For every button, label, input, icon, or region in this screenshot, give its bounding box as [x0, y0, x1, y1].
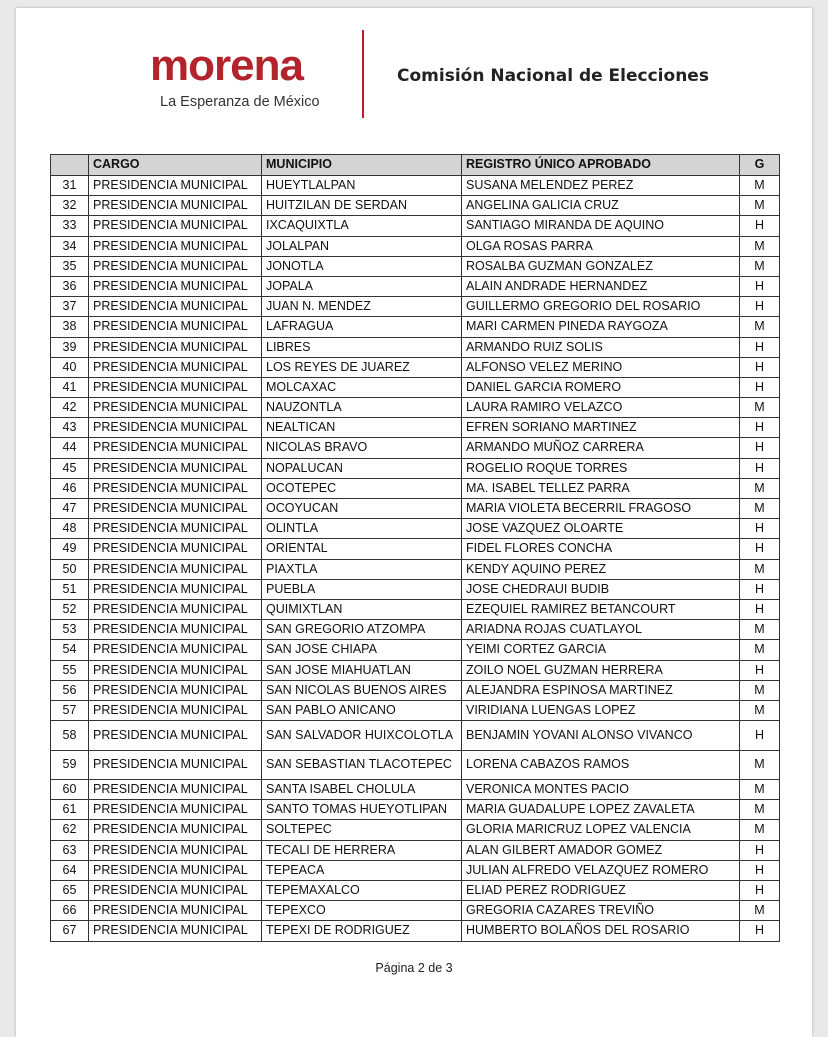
table-row [51, 780, 780, 800]
row-number-cell: 51 [51, 579, 89, 599]
row-number-cell: 36 [51, 276, 89, 296]
municipio-cell: TEPEMAXALCO [262, 881, 462, 901]
registro-cell: FIDEL FLORES CONCHA [462, 539, 740, 559]
municipio-cell: PUEBLA [262, 579, 462, 599]
table-row [51, 640, 780, 660]
row-number-cell: 38 [51, 317, 89, 337]
table-row [51, 840, 780, 860]
municipio-cell: NICOLAS BRAVO [262, 438, 462, 458]
municipio-cell: OLINTLA [262, 519, 462, 539]
municipio-cell: TEPEXCO [262, 901, 462, 921]
gender-cell: M [740, 196, 780, 216]
row-number-cell: 33 [51, 216, 89, 236]
table-row [51, 377, 780, 397]
registro-cell: GUILLERMO GREGORIO DEL ROSARIO [462, 297, 740, 317]
municipio-cell: JOLALPAN [262, 236, 462, 256]
column-header-number [51, 155, 89, 176]
gender-cell: H [740, 357, 780, 377]
cargo-cell: PRESIDENCIA MUNICIPAL [89, 256, 262, 276]
commission-title: Comisión Nacional de Elecciones [397, 66, 709, 86]
table-row [51, 881, 780, 901]
gender-cell: H [740, 860, 780, 880]
row-number-cell: 43 [51, 418, 89, 438]
table-header-row [51, 155, 780, 176]
municipio-cell: TECALI DE HERRERA [262, 840, 462, 860]
municipio-cell: SAN SALVADOR HUIXCOLOTLA [262, 721, 462, 751]
table-row [51, 438, 780, 458]
municipio-cell: SAN GREGORIO ATZOMPA [262, 620, 462, 640]
registro-cell: MA. ISABEL TELLEZ PARRA [462, 478, 740, 498]
cargo-cell: PRESIDENCIA MUNICIPAL [89, 176, 262, 196]
table-row [51, 216, 780, 236]
registro-cell: DANIEL GARCIA ROMERO [462, 377, 740, 397]
municipio-cell: MOLCAXAC [262, 377, 462, 397]
cargo-cell: PRESIDENCIA MUNICIPAL [89, 499, 262, 519]
cargo-cell: PRESIDENCIA MUNICIPAL [89, 337, 262, 357]
cargo-cell: PRESIDENCIA MUNICIPAL [89, 236, 262, 256]
registro-cell: ALAIN ANDRADE HERNANDEZ [462, 276, 740, 296]
municipio-cell: SAN JOSE MIAHUATLAN [262, 660, 462, 680]
table-row [51, 820, 780, 840]
cargo-cell: PRESIDENCIA MUNICIPAL [89, 276, 262, 296]
row-number-cell: 50 [51, 559, 89, 579]
candidates-table [50, 154, 780, 942]
registro-cell: ARMANDO MUÑOZ CARRERA [462, 438, 740, 458]
cargo-cell: PRESIDENCIA MUNICIPAL [89, 579, 262, 599]
registro-cell: JULIAN ALFREDO VELAZQUEZ ROMERO [462, 860, 740, 880]
registro-cell: JOSE CHEDRAUI BUDIB [462, 579, 740, 599]
row-number-cell: 45 [51, 458, 89, 478]
cargo-cell: PRESIDENCIA MUNICIPAL [89, 196, 262, 216]
row-number-cell: 46 [51, 478, 89, 498]
municipio-cell: OCOYUCAN [262, 499, 462, 519]
table-row [51, 559, 780, 579]
registro-cell: ZOILO NOEL GUZMAN HERRERA [462, 660, 740, 680]
logo-word: morena [150, 41, 303, 90]
cargo-cell: PRESIDENCIA MUNICIPAL [89, 297, 262, 317]
gender-cell: H [740, 458, 780, 478]
registro-cell: ALEJANDRA ESPINOSA MARTINEZ [462, 680, 740, 700]
registro-cell: SANTIAGO MIRANDA DE AQUINO [462, 216, 740, 236]
table-row [51, 599, 780, 619]
registro-cell: HUMBERTO BOLAÑOS DEL ROSARIO [462, 921, 740, 941]
municipio-cell: SAN NICOLAS BUENOS AIRES [262, 680, 462, 700]
cargo-cell: PRESIDENCIA MUNICIPAL [89, 599, 262, 619]
row-number-cell: 58 [51, 721, 89, 751]
table-row [51, 921, 780, 941]
gender-cell: H [740, 519, 780, 539]
gender-cell: H [740, 377, 780, 397]
municipio-cell: JUAN N. MENDEZ [262, 297, 462, 317]
gender-cell: M [740, 559, 780, 579]
cargo-cell: PRESIDENCIA MUNICIPAL [89, 700, 262, 720]
municipio-cell: TEPEACA [262, 860, 462, 880]
row-number-cell: 59 [51, 750, 89, 780]
gender-cell: M [740, 499, 780, 519]
table-row [51, 398, 780, 418]
cargo-cell: PRESIDENCIA MUNICIPAL [89, 680, 262, 700]
gender-cell: H [740, 418, 780, 438]
row-number-cell: 57 [51, 700, 89, 720]
gender-cell: M [740, 800, 780, 820]
column-header-gender: G [740, 155, 780, 176]
cargo-cell: PRESIDENCIA MUNICIPAL [89, 921, 262, 941]
table-row [51, 499, 780, 519]
gender-cell: H [740, 721, 780, 751]
gender-cell: M [740, 236, 780, 256]
gender-cell: H [740, 539, 780, 559]
cargo-cell: PRESIDENCIA MUNICIPAL [89, 840, 262, 860]
row-number-cell: 42 [51, 398, 89, 418]
logo-tagline: La Esperanza de México [160, 94, 320, 110]
municipio-cell: SAN SEBASTIAN TLACOTEPEC [262, 750, 462, 780]
registro-cell: EZEQUIEL RAMIREZ BETANCOURT [462, 599, 740, 619]
cargo-cell: PRESIDENCIA MUNICIPAL [89, 398, 262, 418]
row-number-cell: 40 [51, 357, 89, 377]
municipio-cell: SAN JOSE CHIAPA [262, 640, 462, 660]
column-header-cargo: CARGO [89, 155, 262, 176]
registro-cell: ROSALBA GUZMAN GONZALEZ [462, 256, 740, 276]
registro-cell: MARI CARMEN PINEDA RAYGOZA [462, 317, 740, 337]
table-row [51, 800, 780, 820]
table-row [51, 620, 780, 640]
gender-cell: M [740, 256, 780, 276]
municipio-cell: NAUZONTLA [262, 398, 462, 418]
gender-cell: M [740, 317, 780, 337]
table-row [51, 721, 780, 751]
row-number-cell: 55 [51, 660, 89, 680]
gender-cell: M [740, 398, 780, 418]
registro-cell: GLORIA MARICRUZ LOPEZ VALENCIA [462, 820, 740, 840]
table-row [51, 680, 780, 700]
table-row [51, 478, 780, 498]
registro-cell: ELIAD PEREZ RODRIGUEZ [462, 881, 740, 901]
municipio-cell: IXCAQUIXTLA [262, 216, 462, 236]
gender-cell: H [740, 337, 780, 357]
page-number: Página 2 de 3 [375, 961, 453, 975]
cargo-cell: PRESIDENCIA MUNICIPAL [89, 216, 262, 236]
table-row [51, 317, 780, 337]
municipio-cell: PIAXTLA [262, 559, 462, 579]
table-row [51, 236, 780, 256]
table-row [51, 276, 780, 296]
table-row [51, 337, 780, 357]
cargo-cell: PRESIDENCIA MUNICIPAL [89, 640, 262, 660]
gender-cell: M [740, 700, 780, 720]
table-row [51, 176, 780, 196]
row-number-cell: 35 [51, 256, 89, 276]
cargo-cell: PRESIDENCIA MUNICIPAL [89, 559, 262, 579]
cargo-cell: PRESIDENCIA MUNICIPAL [89, 721, 262, 751]
registro-cell: ANGELINA GALICIA CRUZ [462, 196, 740, 216]
gender-cell: M [740, 820, 780, 840]
table-row [51, 196, 780, 216]
row-number-cell: 41 [51, 377, 89, 397]
municipio-cell: LOS REYES DE JUAREZ [262, 357, 462, 377]
cargo-cell: PRESIDENCIA MUNICIPAL [89, 478, 262, 498]
row-number-cell: 62 [51, 820, 89, 840]
cargo-cell: PRESIDENCIA MUNICIPAL [89, 519, 262, 539]
municipio-cell: JOPALA [262, 276, 462, 296]
registro-cell: EFREN SORIANO MARTINEZ [462, 418, 740, 438]
cargo-cell: PRESIDENCIA MUNICIPAL [89, 317, 262, 337]
row-number-cell: 67 [51, 921, 89, 941]
cargo-cell: PRESIDENCIA MUNICIPAL [89, 800, 262, 820]
header-divider [362, 30, 364, 118]
cargo-cell: PRESIDENCIA MUNICIPAL [89, 660, 262, 680]
table-row [51, 519, 780, 539]
cargo-cell: PRESIDENCIA MUNICIPAL [89, 881, 262, 901]
gender-cell: H [740, 840, 780, 860]
cargo-cell: PRESIDENCIA MUNICIPAL [89, 780, 262, 800]
registro-cell: ALFONSO VELEZ MERINO [462, 357, 740, 377]
cargo-cell: PRESIDENCIA MUNICIPAL [89, 901, 262, 921]
table-row [51, 700, 780, 720]
cargo-cell: PRESIDENCIA MUNICIPAL [89, 377, 262, 397]
gender-cell: H [740, 216, 780, 236]
table-body [51, 176, 780, 942]
registro-cell: LAURA RAMIRO VELAZCO [462, 398, 740, 418]
registro-cell: BENJAMIN YOVANI ALONSO VIVANCO [462, 721, 740, 751]
registro-cell: LORENA CABAZOS RAMOS [462, 750, 740, 780]
gender-cell: M [740, 750, 780, 780]
gender-cell: M [740, 176, 780, 196]
morena-logo [150, 41, 350, 125]
column-header-municipio: MUNICIPIO [262, 155, 462, 176]
registro-cell: ARIADNA ROJAS CUATLAYOL [462, 620, 740, 640]
table-row [51, 750, 780, 780]
row-number-cell: 52 [51, 599, 89, 619]
table-row [51, 539, 780, 559]
row-number-cell: 63 [51, 840, 89, 860]
registro-cell: ALAN GILBERT AMADOR GOMEZ [462, 840, 740, 860]
gender-cell: M [740, 780, 780, 800]
municipio-cell: ORIENTAL [262, 539, 462, 559]
municipio-cell: LIBRES [262, 337, 462, 357]
municipio-cell: TEPEXI DE RODRIGUEZ [262, 921, 462, 941]
table-row [51, 357, 780, 377]
row-number-cell: 31 [51, 176, 89, 196]
row-number-cell: 56 [51, 680, 89, 700]
municipio-cell: NOPALUCAN [262, 458, 462, 478]
municipio-cell: QUIMIXTLAN [262, 599, 462, 619]
gender-cell: H [740, 660, 780, 680]
gender-cell: H [740, 579, 780, 599]
municipio-cell: HUEYTLALPAN [262, 176, 462, 196]
municipio-cell: OCOTEPEC [262, 478, 462, 498]
table-row [51, 660, 780, 680]
gender-cell: M [740, 901, 780, 921]
gender-cell: M [740, 478, 780, 498]
municipio-cell: SAN PABLO ANICANO [262, 700, 462, 720]
cargo-cell: PRESIDENCIA MUNICIPAL [89, 750, 262, 780]
row-number-cell: 32 [51, 196, 89, 216]
municipio-cell: SOLTEPEC [262, 820, 462, 840]
registro-cell: GREGORIA CAZARES TREVIÑO [462, 901, 740, 921]
municipio-cell: HUITZILAN DE SERDAN [262, 196, 462, 216]
cargo-cell: PRESIDENCIA MUNICIPAL [89, 357, 262, 377]
table-row [51, 901, 780, 921]
gender-cell: H [740, 297, 780, 317]
table-row [51, 256, 780, 276]
registro-cell: JOSE VAZQUEZ OLOARTE [462, 519, 740, 539]
cargo-cell: PRESIDENCIA MUNICIPAL [89, 418, 262, 438]
row-number-cell: 47 [51, 499, 89, 519]
registro-cell: ARMANDO RUIZ SOLIS [462, 337, 740, 357]
column-header-registro: REGISTRO ÚNICO APROBADO [462, 155, 740, 176]
row-number-cell: 39 [51, 337, 89, 357]
row-number-cell: 48 [51, 519, 89, 539]
gender-cell: H [740, 438, 780, 458]
gender-cell: M [740, 680, 780, 700]
row-number-cell: 65 [51, 881, 89, 901]
gender-cell: M [740, 620, 780, 640]
row-number-cell: 61 [51, 800, 89, 820]
row-number-cell: 53 [51, 620, 89, 640]
row-number-cell: 64 [51, 860, 89, 880]
table-row [51, 297, 780, 317]
registro-cell: MARIA VIOLETA BECERRIL FRAGOSO [462, 499, 740, 519]
gender-cell: H [740, 276, 780, 296]
municipio-cell: SANTA ISABEL CHOLULA [262, 780, 462, 800]
registro-cell: ROGELIO ROQUE TORRES [462, 458, 740, 478]
row-number-cell: 60 [51, 780, 89, 800]
municipio-cell: SANTO TOMAS HUEYOTLIPAN [262, 800, 462, 820]
cargo-cell: PRESIDENCIA MUNICIPAL [89, 539, 262, 559]
registro-cell: OLGA ROSAS PARRA [462, 236, 740, 256]
registro-cell: VIRIDIANA LUENGAS LOPEZ [462, 700, 740, 720]
municipio-cell: LAFRAGUA [262, 317, 462, 337]
municipio-cell: JONOTLA [262, 256, 462, 276]
gender-cell: H [740, 881, 780, 901]
row-number-cell: 34 [51, 236, 89, 256]
municipio-cell: NEALTICAN [262, 418, 462, 438]
gender-cell: H [740, 599, 780, 619]
table-row [51, 579, 780, 599]
gender-cell: M [740, 640, 780, 660]
row-number-cell: 49 [51, 539, 89, 559]
cargo-cell: PRESIDENCIA MUNICIPAL [89, 620, 262, 640]
cargo-cell: PRESIDENCIA MUNICIPAL [89, 438, 262, 458]
registro-cell: SUSANA MELENDEZ PEREZ [462, 176, 740, 196]
row-number-cell: 37 [51, 297, 89, 317]
registro-cell: MARIA GUADALUPE LOPEZ ZAVALETA [462, 800, 740, 820]
cargo-cell: PRESIDENCIA MUNICIPAL [89, 458, 262, 478]
table-row [51, 458, 780, 478]
cargo-cell: PRESIDENCIA MUNICIPAL [89, 860, 262, 880]
registro-cell: KENDY AQUINO PEREZ [462, 559, 740, 579]
table-row [51, 860, 780, 880]
row-number-cell: 54 [51, 640, 89, 660]
registro-cell: VERONICA MONTES PACIO [462, 780, 740, 800]
row-number-cell: 44 [51, 438, 89, 458]
gender-cell: H [740, 921, 780, 941]
cargo-cell: PRESIDENCIA MUNICIPAL [89, 820, 262, 840]
registro-cell: YEIMI CORTEZ GARCIA [462, 640, 740, 660]
row-number-cell: 66 [51, 901, 89, 921]
table-row [51, 418, 780, 438]
document-page [16, 8, 812, 1037]
